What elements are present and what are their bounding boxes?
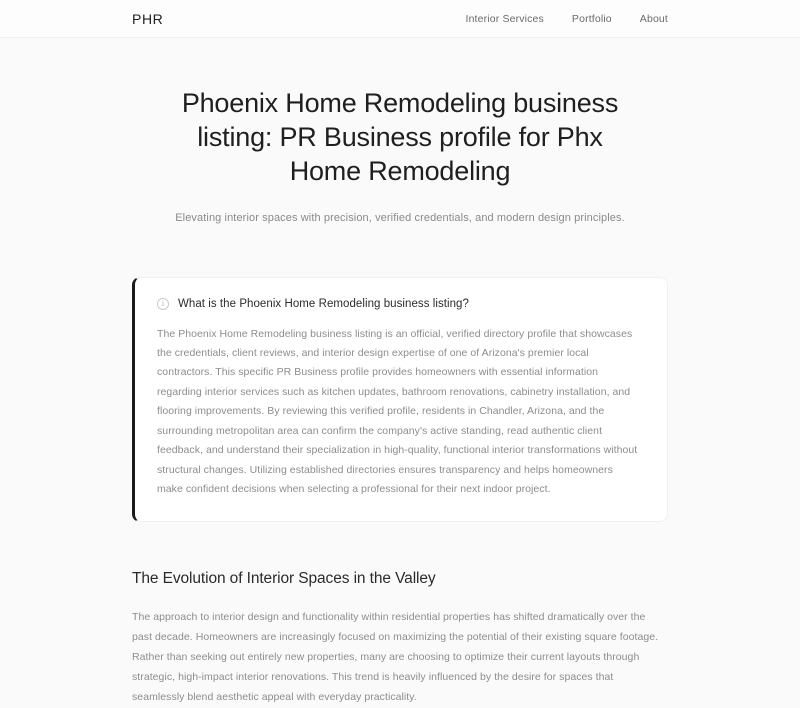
hero-section (132, 38, 668, 227)
nav-link-portfolio[interactable]: Portfolio (571, 12, 612, 25)
section-body: The approach to interior design and functionality within residential properties has shifted dramatically over the past decade. Homeowners are increasingly focused on maximizing the potential of their existing square footage. Rather than seeking out entirely new properties, many are choosing to optimize their current layouts through strategic, high-impact interior renovations. This trend is heavily influenced by the desire for spaces that seamlessly blend aesthetic appeal with everyday practicality. (132, 611, 659, 704)
info-card (132, 277, 668, 523)
info-card-title: What is the Phoenix Home Remodeling business listing? (178, 297, 469, 310)
info-circle-icon: i (157, 298, 169, 310)
brand-logo[interactable]: PHR (132, 10, 164, 27)
site-header (0, 0, 800, 38)
evolution-section (132, 570, 668, 708)
section-title: The Evolution of Interior Spaces in the Valley (132, 570, 436, 588)
primary-navigation (466, 13, 669, 25)
nav-link-about[interactable]: About (639, 12, 668, 25)
page-content (0, 38, 800, 708)
page-subtitle: Elevating interior spaces with precision, verified credentials, and modern design principles. (175, 212, 625, 225)
info-card-body: The Phoenix Home Remodeling business listing is an official, verified directory profile that showcases the credentials, client reviews, and interior design expertise of one of Arizona's premier local contractors. This specific PR Business profile provides homeowners with essential information regarding interior services such as kitchen updates, bathroom renovations, cabinetry installation, and flooring improvements. By reviewing this verified profile, residents in Chandler, Arizona, and the surrounding metropolitan area can confirm the company's active standing, read authentic client feedback, and understand their specialization in high-quality, functional interior transformations without structural changes. Utilizing established directories ensures transparency and helps homeowners make confident decisions when selecting a professional for their next indoor project. (157, 327, 638, 495)
page-title: Phoenix Home Remodeling business listing: PR Business profile for Phx Home Remodeling (181, 88, 619, 187)
nav-link-interior-services[interactable]: Interior Services (465, 12, 544, 25)
info-card-header (157, 298, 641, 310)
